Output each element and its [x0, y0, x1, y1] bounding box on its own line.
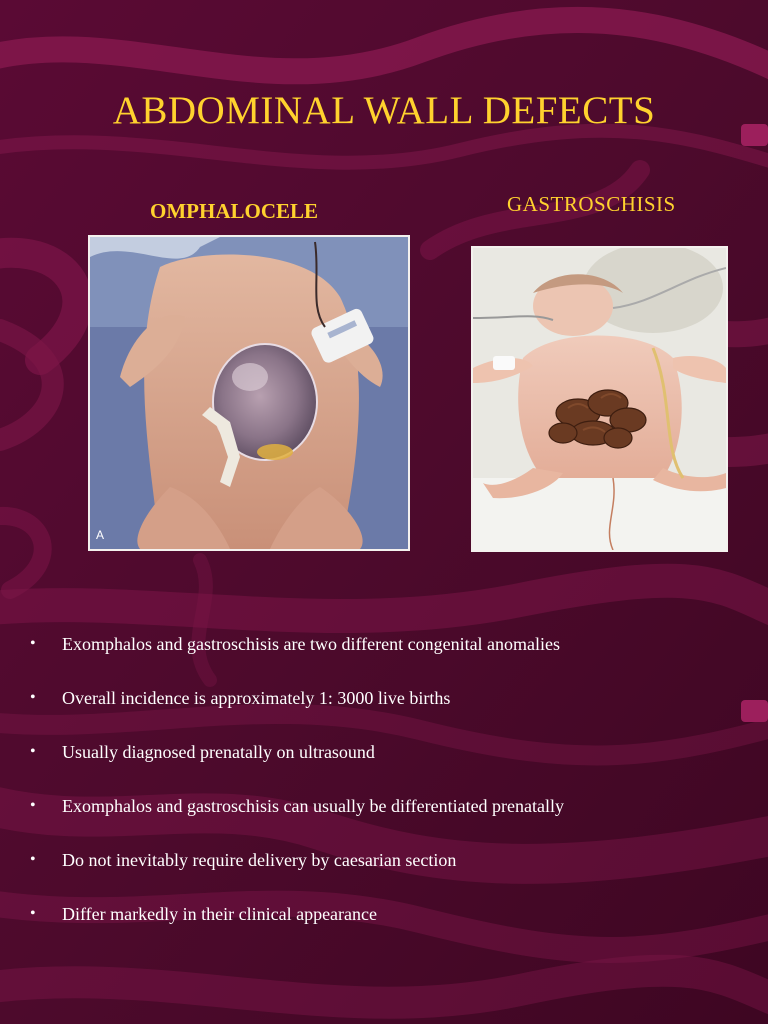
list-item	[30, 683, 750, 737]
bullet-text: Overall incidence is approximately 1: 3000 live births	[62, 688, 451, 708]
bullet-dot-icon: •	[30, 635, 36, 652]
bullet-dot-icon: •	[30, 905, 36, 922]
list-item	[30, 737, 750, 791]
photo-label: A	[96, 528, 105, 542]
bullet-dot-icon: •	[30, 797, 36, 814]
bullet-list	[30, 629, 750, 953]
bullet-text: Differ markedly in their clinical appearance	[62, 904, 378, 924]
omphalocele-caption: OMPHALOCELE	[150, 199, 319, 223]
bullet-text: Usually diagnosed prenatally on ultrasound	[62, 742, 375, 762]
bullet-dot-icon: •	[30, 689, 36, 706]
slide-title: ABDOMINAL WALL DEFECTS	[112, 89, 656, 132]
bullet-text: Exomphalos and gastroschisis are two different congenital anomalies	[62, 634, 561, 654]
bullet-text: Exomphalos and gastroschisis can usually be differentiated prenatally	[62, 796, 565, 816]
gastroschisis-caption: GASTROSCHISIS	[507, 192, 676, 216]
list-item	[30, 899, 750, 953]
bullet-text: Do not inevitably require delivery by caesarian section	[62, 850, 457, 870]
list-item	[30, 791, 750, 845]
gastroschisis-photo	[473, 248, 726, 550]
list-item	[30, 629, 750, 683]
bullet-dot-icon: •	[30, 743, 36, 760]
omphalocele-photo	[90, 237, 408, 549]
bullet-dot-icon: •	[30, 851, 36, 868]
list-item	[30, 845, 750, 899]
